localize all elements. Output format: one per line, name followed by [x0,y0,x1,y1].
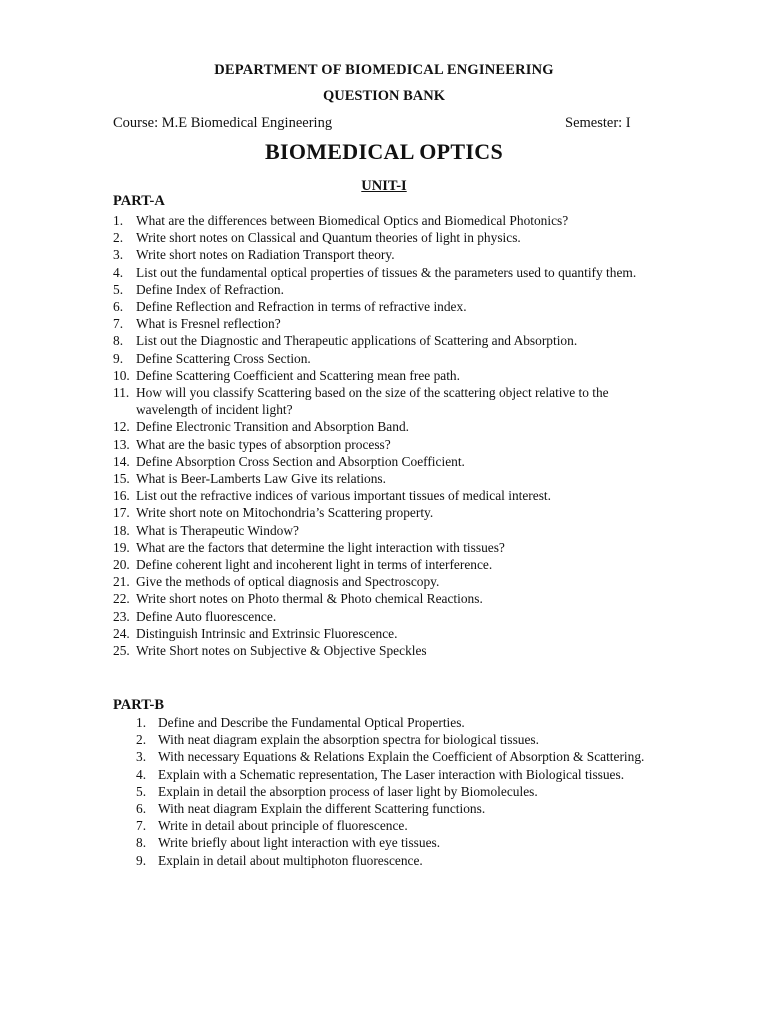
question-text: Write short notes on Photo thermal & Photo chemical Reactions. [136,591,483,607]
question-item [113,229,658,246]
question-item [113,539,658,556]
question-text: List out the refractive indices of various important tissues of medical interest. [136,488,551,504]
question-item [136,731,646,748]
semester-label: Semester: I [565,115,631,131]
question-number: 7. [113,316,124,332]
question-text: Write Short notes on Subjective & Objective Speckles [136,643,427,659]
question-number: 17. [113,505,130,521]
question-number: 11. [113,385,130,401]
question-item [113,298,658,315]
unit-heading: UNIT-I [361,178,407,194]
question-item [113,212,658,229]
question-text: Write short notes on Classical and Quantum theories of light in physics. [136,230,521,246]
question-item [113,642,658,659]
question-text: Explain in detail about multiphoton fluorescence. [158,852,423,868]
question-item [113,367,658,384]
question-item [113,332,658,349]
question-number: 14. [113,453,130,469]
question-item [113,608,658,625]
question-number: 8. [136,835,147,851]
question-item [113,470,658,487]
question-item [113,350,658,367]
question-item [113,590,658,607]
question-number: 19. [113,539,130,555]
question-text: Write short notes on Radiation Transport theory. [136,247,395,263]
question-number: 22. [113,591,130,607]
question-text: Define Index of Refraction. [136,281,284,297]
question-text: Write in detail about principle of fluorescence. [158,818,408,834]
question-number: 20. [113,557,130,573]
question-item [136,714,646,731]
question-number: 8. [113,333,124,349]
question-number: 12. [113,419,130,435]
question-text: Write briefly about light interaction with eye tissues. [158,835,441,851]
question-text: What are the factors that determine the light interaction with tissues? [136,539,505,555]
question-text: Explain with a Schematic representation, The Laser interaction with Biological tissues. [158,766,625,782]
question-number: 7. [136,818,147,834]
question-item [113,487,658,504]
question-number: 3. [113,247,124,263]
question-number: 1. [113,213,124,228]
question-item [136,748,646,765]
question-item [113,264,658,281]
question-number: 5. [113,281,124,297]
question-text: Explain in detail the absorption process of laser light by Biomolecules. [158,783,538,799]
question-text: Define Absorption Cross Section and Absorption Coefficient. [136,453,465,469]
question-text: With necessary Equations & Relations Explain the Coefficient of Absorption & Scattering. [158,749,645,765]
subject-title: BIOMEDICAL OPTICS [265,139,503,164]
question-number: 25. [113,643,130,659]
question-text: With neat diagram Explain the different Scattering functions. [158,801,486,817]
part-a-question-list [113,212,658,659]
question-text: What is Therapeutic Window? [136,522,299,538]
question-text: Give the methods of optical diagnosis and Spectroscopy. [136,574,440,590]
question-text: Define Scattering Coefficient and Scattering mean free path. [136,367,460,383]
question-item [113,556,658,573]
question-item [113,418,658,435]
question-item [113,453,658,470]
question-text: Define Auto fluorescence. [136,608,277,624]
question-item [136,766,646,783]
question-item [113,504,658,521]
question-number: 13. [113,436,130,452]
question-item [113,315,658,332]
question-item [113,281,658,298]
question-item [136,852,646,869]
question-number: 18. [113,522,130,538]
question-number: 10. [113,367,130,383]
question-number: 4. [136,766,147,782]
question-text: What is Beer-Lamberts Law Give its relations. [136,471,386,487]
question-text: List out the Diagnostic and Therapeutic applications of Scattering and Absorption. [136,333,578,349]
question-number: 15. [113,471,130,487]
question-number: 23. [113,608,130,624]
question-text: Define Scattering Cross Section. [136,350,311,366]
question-text: Define and Describe the Fundamental Optical Properties. [158,715,465,730]
question-item [136,800,646,817]
question-number: 1. [136,715,147,730]
question-number: 6. [113,299,124,315]
question-number: 9. [113,350,124,366]
question-text: What are the basic types of absorption process? [136,436,391,452]
course-label: Course: M.E Biomedical Engineering [113,115,333,131]
question-text: Define Reflection and Refraction in terms of refractive index. [136,299,467,315]
department-heading: DEPARTMENT OF BIOMEDICAL ENGINEERING [214,62,554,78]
part-b-question-list [136,714,646,869]
question-item [113,625,658,642]
question-item [113,573,658,590]
question-item [136,783,646,800]
question-number: 6. [136,801,147,817]
question-number: 2. [113,230,124,246]
question-item [113,436,658,453]
part-b-heading: PART-B [113,697,165,713]
question-item [136,834,646,851]
question-text: What are the differences between Biomedical Optics and Biomedical Photonics? [136,213,569,228]
question-number: 21. [113,574,130,590]
question-text: Define Electronic Transition and Absorption Band. [136,419,409,435]
question-text: Define coherent light and incoherent light in terms of interference. [136,557,493,573]
question-item [113,246,658,263]
question-item [113,522,658,539]
question-text: Distinguish Intrinsic and Extrinsic Fluorescence. [136,625,398,641]
question-number: 16. [113,488,130,504]
question-text: Write short note on Mitochondria’s Scattering property. [136,505,434,521]
question-text: List out the fundamental optical properties of tissues & the parameters used to quantify them. [136,264,637,280]
question-text: What is Fresnel reflection? [136,316,281,332]
question-bank-heading: QUESTION BANK [322,88,446,104]
question-number: 5. [136,783,147,799]
question-item [136,817,646,834]
question-number: 24. [113,625,130,641]
question-number: 4. [113,264,124,280]
question-number: 3. [136,749,147,765]
part-a-heading: PART-A [113,193,165,209]
question-item [113,384,658,418]
question-text: With neat diagram explain the absorption spectra for biological tissues. [158,732,539,748]
question-number: 2. [136,732,147,748]
question-text: How will you classify Scattering based on the size of the scattering object relative to the wavelength of incident light? [136,385,609,418]
question-number: 9. [136,852,147,868]
